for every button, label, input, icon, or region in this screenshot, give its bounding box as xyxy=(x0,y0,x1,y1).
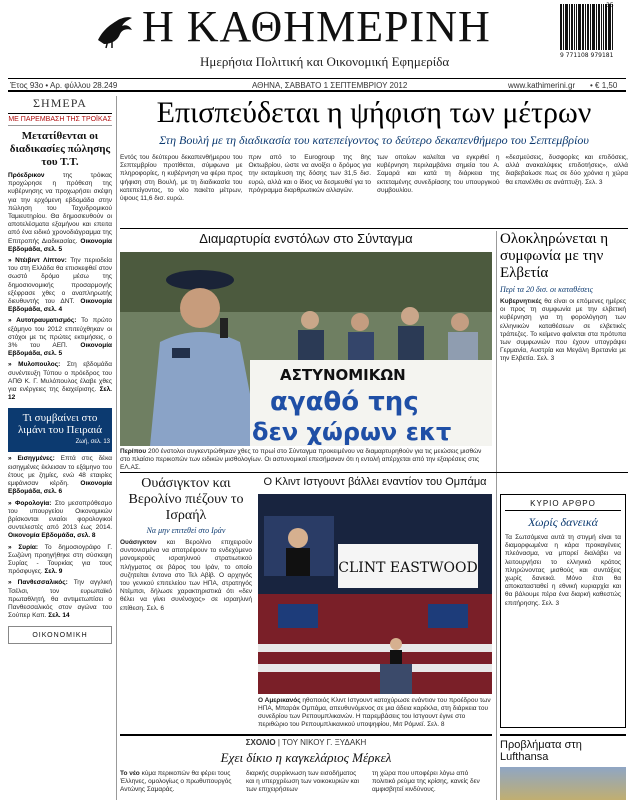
sidebar-today xyxy=(8,96,112,800)
lead-headline[interactable]: Επισπεύδεται η ψήφιση των μέτρων xyxy=(156,96,592,129)
issue-number: 35 xyxy=(606,2,614,9)
lead-col: Εντός του δεύτερου δεκαπενθήμερου του Σεπτεμβρίου προτίθεται, σύμφωνα με πληροφορίες, η κυβέρνηση να φέρει προς ψήφιση στη Βουλή, με τη διαδικασία του κατεπείγοντος, το νέο πακέτο μέτρων, ύψους 11,6 δισ. ευρώ. xyxy=(120,154,243,203)
sidebar-item: » Πανθεσσαλικός: Την αγγλική Τσέλσι, τον ευρωπαϊκό πρωταθλητή, θα αντιμετωπίσει ο Πανθεσσαλικός στον αγώνα του Σούπερ Καπ. Σελ. 14 xyxy=(8,579,112,620)
supplement-logo: ΟΙΚΟΝΟΜΙΚΗ xyxy=(8,626,112,644)
website[interactable]: www.kathimerini.gr xyxy=(508,81,576,90)
column-divider xyxy=(116,96,117,800)
sidebar-item: » Μυλοπουλος: Στη εβδομάδα συνέντευξη Τύπου ο πρόεδρος του ΑΠΘ Κ. Γ. Μυλόπουλος έλαβε χθες για ενέργειες της διαχείρισης. Σελ. 12 xyxy=(8,361,113,402)
newspaper-subtitle: Ημερήσια Πολιτική και Οικονομική Εφημερίδα xyxy=(200,54,450,69)
sidebar-item: » Φορολογία: Στο μεσοπρόθεσμο του υπουργείου Οικονομικών βρίσκονται ενιαίοι φορολογικοί συντελεστές από 2013 έως 2014. Οικονομία Εβδομάδα, σελ. 8 xyxy=(8,499,113,540)
switzerland-deck: Περί τα 20 δισ. οι καταθέσεις xyxy=(500,285,593,294)
banner-bottom-text: δεν χώρων εκτ xyxy=(252,418,452,446)
commentary xyxy=(120,734,492,795)
banner-mid-text: αγαθό της xyxy=(270,387,419,417)
editorial-text: Τα Σωτσόμενα αυτά τη στιγμή είναι τα διαμορφωμένα η κάρα προκαγένεις πλεόνασμα, να μπορεί διαλάβει να λειτουργήσει το ελληνικό κράτος πληρώνοντας μισθούς και συντάξεις χωρίς δανεικά. Μόνο έτσι θα αποκατασταθεί η εθνική κυριαρχία και θα βάλουμε πέρα ένα διαρκή καθεστώς επιτήρησης. Σελ. 3 xyxy=(505,534,621,607)
sidebar-header: ΣΗΜΕΡΑ xyxy=(8,96,112,114)
eastwood-photo xyxy=(258,494,492,694)
sidebar-item: » Συρία: Το δημοσιογράφο Γ. Σωζώνη προηγήθηκε στη σύσκεψη Συρίας - Τουρκίας για τους πρόσφυγες. Σελ. 9 xyxy=(8,543,112,576)
clint-eastwood-screen-text: CLINT EASTWOOD xyxy=(338,560,478,576)
lufthansa-story xyxy=(500,734,626,800)
price: • € 1,50 xyxy=(590,81,618,90)
switzerland-text: Κυβερνητικές θα είναι οι επόμενες ημέρες οι προς τη συμφωνία με την ελβετική κυβέρνηση για τη φορολόγηση των ελληνικών καταθέσεων σε ελβετικές τράπεζες. Το κείμενο φαίνεται στα πρότυπα των συμφωνιών που έχουν υπογράψει Γερμανία, Αυστρία και Μεγάλη Βρετανία με την Ελβετία. Σελ. 3 xyxy=(500,298,626,363)
issue-info: Έτος 93ο • Αρ. φύλλου 28.249 xyxy=(10,81,118,90)
iran-story xyxy=(120,476,252,613)
iran-headline[interactable]: Ουάσιγκτον και Βερολίνο πιέζουν το Ισραήλ xyxy=(128,476,244,523)
eastwood-caption: Ο Αμερικανός ηθοποιός Κλιντ Ιστγουντ κατοχύρωσε ενάντιον του προέδρου των ΗΠΑ, Μπαράκ Ομπάμα, απευθυνόμενος σε μια άδεια καρέκλα, στη διάρκεια του συνεδρίου των Ρεπουμπλικανών. Η παρεμβάσεις του Ιστγουντ έγινε στο περιθώριο του Ρεπουμπλικανικού υποψηφίου, Μιτ Ρόμνεϊ. Σελ. 8 xyxy=(258,697,491,728)
lead-story xyxy=(120,96,628,203)
photo-caption: Περίπου 200 ένστολοι συγκεντρώθηκαν χθες το πρωί στο Σύνταγμα προκειμένου να διαμαρτυρηθούν για τις μειώσεις μισθών στο πλαίσιο περικοπών των ειδικών μισθολογίων. Οι αστυνομικοί επεσήμαναν ότι η εντολή απέρχεται από την εξαιρέσεις στις ΕΛ.ΑΣ. xyxy=(120,448,482,471)
lead-col: «δεσμεύσεις, δυσφορίες και επιδόσεις, αλλά ανακαλύψεις επιδοτήσεις», αλλά διαβεβαίωσε πως σε δύο χρόνια η χώρα θα επανέλθει σε ανάπτυξη. Σελ. 3 xyxy=(505,154,628,186)
dateline xyxy=(8,78,626,92)
lufthansa-photo xyxy=(500,767,626,800)
lead-col: των οποίων καλείται να εγκριθεί η κυβέρνηση περιλαμβάνει σημεία του Α. Σαμαρά και κατά τη διάρκεια της εκτεταμένης συνεδρίασης του υπουργικού συμβουλίου. xyxy=(377,154,500,194)
switzerland-headline[interactable]: Ολοκληρώνεται η συμφωνία με την Ελβετία xyxy=(500,231,609,281)
lead-columns xyxy=(120,154,628,203)
protest-photo xyxy=(120,252,492,446)
commentary-columns: Το νέο κύμα περικοπών θα φέρει τους Έλληνες, ομολογίως ο πρωθυπουργός Αντώνης Σαμαράς. διαρκής συρρίκνωση των εισοδήματος και η υπερχρέωση των νοικοκυριών και των επιχειρήσεων τη χώρα που υποφέρει λόγω από πολιτικό ρεύμα της κρίσης, κανείς δεν αμφισβητεί κινδύνους. xyxy=(120,770,480,794)
newspaper-bird-logo-icon xyxy=(94,10,136,52)
banner-top-text: ΑΣΤΥΝΟΜΙΚΩΝ xyxy=(280,366,406,384)
newspaper-title: Η ΚΑΘΗΜΕΡΙΝΗ xyxy=(142,2,491,51)
switzerland-story xyxy=(500,231,626,364)
lead-deck: Στη Βουλή με τη διαδικασία του κατεπείγοντος το δεύτερο δεκαπενθήμερο του Σεπτεμβρίου xyxy=(159,133,589,147)
column-divider xyxy=(496,231,497,800)
commentary-title[interactable]: Εχει δίκιο η καγκελάριος Μέρκελ xyxy=(220,750,392,765)
date: ΑΘΗΝΑ, ΣΑΒΒΑΤΟ 1 ΣΕΠΤΕΜΒΡΙΟΥ 2012 xyxy=(252,81,408,90)
iran-deck: Να μην επιτεθεί στο Ιράν xyxy=(146,526,226,535)
masthead xyxy=(0,0,630,78)
sidebar-item: » Εισηγμένες: Επτά στις δέκα εισηγμένες έκλεισαν το εξάμηνο του έτους με ζημίες, ενώ 48 εταιρίες εμφάνισαν κέρδη. Οικονομία Εβδομάδα, σελ. 6 xyxy=(8,455,113,496)
sidebar-lead-title: Μετατίθενται οι διαδικασίες πώλησης του Τ.Τ. xyxy=(9,130,111,168)
editorial-title[interactable]: Χωρίς δανεικά xyxy=(528,515,598,529)
sidebar-item: » Αυτοτραυματισμός: Το πρώτο εξάμηνο του 2012 επιτεύχθηκαν οι στόχοι με τις πρώτες εκτιμήσεις, ο 3% του ΑΕΠ. Οικονομία Εβδομάδα, σελ. 5 xyxy=(8,317,112,358)
lufthansa-headline[interactable]: Προβλήματα στη Lufthansa xyxy=(500,734,626,763)
sidebar-subheader: ΜΕ ΠΑΡΕΜΒΑΣΗ ΤΗΣ ΤΡΟΪΚΑΣ xyxy=(8,114,112,126)
divider xyxy=(120,472,628,473)
iran-text: Ουάσιγκτον και Βερολίνο επιχειρούν συντονισμένα να αποτρέψουν το ενδεχόμενο μονομερούς ισραηλινού στρατιωτικού πλήγματος σε βάρος του Ιράν, το οποίο συζητείται έντονα στο Τελ Αβίβ. Ο αρχηγός του γενικού επιτελείου των ΗΠΑ, στρατηγός Ντέμπσι, δήλωσε χαρακτηριστικά ότι «δεν θέλει να γίνει συνένοχος» σε ισραηλινή επίθεση. Σελ. 6 xyxy=(120,539,252,612)
lead-col: πριν από το Eurogroup της 8ης Οκτωβρίου, ώστε να ανοίξει ο δρόμος για την εκταμίευση της δόσης των 31,5 δισ. ευρώ, αλλά και ο ίδιος να δεσμευθεί για το πρόγραμμα διαρθρωτικών αλλαγών. xyxy=(248,154,371,194)
barcode-number: 9 771108 979181 xyxy=(560,52,614,59)
commentary-label: ΣΧΟΛΙΟ | ΤΟΥ ΝΙΚΟΥ Γ. ΞΥΔΑΚΗ xyxy=(120,734,492,747)
photo-story-title[interactable]: Διαμαρτυρία ενστόλων στο Σύνταγμα xyxy=(199,231,413,246)
divider xyxy=(120,228,628,229)
editorial-box xyxy=(500,494,626,728)
sidebar-lead-text: Πρόεδρικον της τρόικας προχώρησε η πρόθεση της κυβέρνησης να προχωρήσει σκέψη για την ερχόμενη εβδομάδα στην πώληση του Ταχυδρομικού Ταμιευτηρίου. Θα δημοσιευθούν οι αποτελέσματα εξαμήνου και επειτα από ένα ειδικό χρονοδιάγραμμα της Επιτροπής Διαδικασίας. Οικονομία Εβδομάδα, σελ. 5 xyxy=(8,172,112,253)
sidebar-feature-box[interactable]: Τι συμβαίνει στο λιμάνι του Πειραιά Ζωή, σελ. 13 xyxy=(8,408,112,452)
convention-stage-illustration xyxy=(258,494,492,694)
sidebar-item: » Ντέιβιντ Λίπτον: Την περιοδεία του στη Ελλάδα θα επισκεφθεί στον σωστό δρόμο μέσω της δημοσιονομικής προσαρμογής εξέφρασε χθες ο αναπληρωτής διευθυντής του ΔΝΤ. Οικονομία Εβδομάδα, σελ. 4 xyxy=(8,257,112,314)
protest-scene-illustration xyxy=(120,252,492,446)
editorial-kicker: ΚΥΡΙΟ ΑΡΘΡΟ xyxy=(505,499,621,511)
eastwood-headline[interactable]: Ο Κλιντ Ιστγουντ βάλλει εναντίον του Ομπάμα xyxy=(263,476,487,488)
